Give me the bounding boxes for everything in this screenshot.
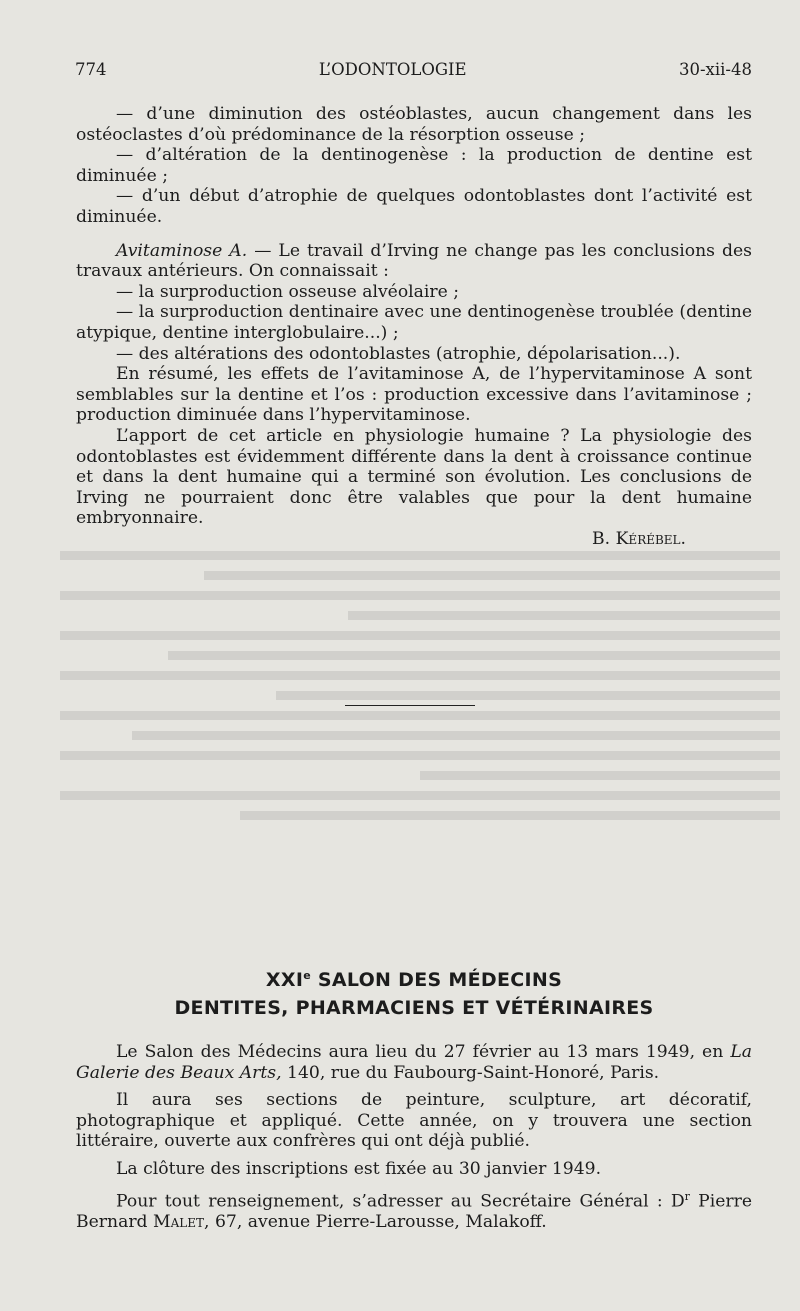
avitaminose-heading: Avitaminose A.	[116, 240, 248, 261]
paragraph-dentinogenesis: — d’altération de la dentinogenèse : la production de dentine est diminuée ;	[76, 145, 752, 186]
salon-heading-line2: DENTITES, PHARMACIENS ET VÉTÉRINAIRES	[174, 997, 654, 1019]
salon-sections-paragraph: Il aura ses sections de peinture, sculpture, art décoratif, photographique et appliqué. Cette année, on y trouvera une section littéraire, ouverte aux confrères qui ont déjà publié.	[76, 1090, 752, 1152]
avitaminose-text: — Le travail d’Irving ne change pas les conclusions des travaux antérieurs. On connaissait :	[76, 240, 753, 282]
journal-title: L’ODONTOLOGIE	[318, 60, 467, 79]
contact-surname: Malet	[153, 1211, 205, 1232]
gallery-name: La Galerie des Beaux Arts,	[76, 1042, 752, 1083]
paragraph-odontoblast-alterations: — des altérations des odontoblastes (atrophie, dépolarisation...).	[116, 343, 681, 364]
issue-date: 30-xii-48	[678, 60, 752, 79]
paragraph-avitaminose	[76, 241, 752, 282]
page-number: 774	[75, 60, 107, 79]
salon-contact-paragraph: Pour tout renseignement, s’adresser au Secrétaire Général : $D^r$ Pierre Bernard Malet, 67, avenue Pierre-Larousse, Malakoff.	[76, 1189, 752, 1232]
paragraph-odontoblasts: — d’un début d’atrophie de quelques odontoblastes dont l’activité est diminuée.	[76, 186, 752, 227]
running-head	[75, 60, 752, 79]
salon-heading-line1: XXIe SALON DES MÉDECINS	[265, 969, 563, 991]
author-signature: B. Kérébel.	[592, 528, 686, 549]
paragraph-osteoblasts: — d’une diminution des ostéoblastes, aucun changement dans les ostéoclastes d’où prédominance de la résorption osseuse ;	[76, 104, 752, 145]
paragraph-human-physiology: L’apport de cet article en physiologie humaine ? La physiologie des odontoblastes est évidemment différente dans la dent à croissance continue et dans la dent humaine qui a terminé son évolution. Les conclusions de Irving ne pourraient donc être valables que pour la dent humaine embryonnaire.	[76, 425, 752, 529]
paragraph-dentine-overproduction: — la surproduction dentinaire avec une dentinogenèse troublée (dentine atypique, dentine interglobulaire...) ;	[76, 302, 752, 343]
salon-deadline-paragraph: La clôture des inscriptions est fixée au 30 janvier 1949.	[116, 1158, 602, 1179]
paragraph-summary: En résumé, les effets de l’avitaminose A, de l’hypervitaminose A sont semblables sur la dentine et l’os : production excessive dans l’avitaminose ; production diminuée dans l’hypervitaminose.	[76, 364, 752, 426]
salon-announcement	[76, 1042, 752, 1239]
signature-line	[76, 529, 752, 550]
review-article-body	[76, 104, 752, 549]
salon-heading	[76, 962, 752, 1022]
salon-dates-paragraph: Le Salon des Médecins aura lieu du 27 février au 13 mars 1949, en La Galerie des Beaux Arts, 140, rue du Faubourg-Saint-Honoré, Paris.	[76, 1042, 752, 1083]
section-divider	[345, 705, 475, 706]
show-through-texture	[60, 540, 780, 970]
paragraph-bone-overproduction: — la surproduction osseuse alvéolaire ;	[116, 281, 460, 302]
